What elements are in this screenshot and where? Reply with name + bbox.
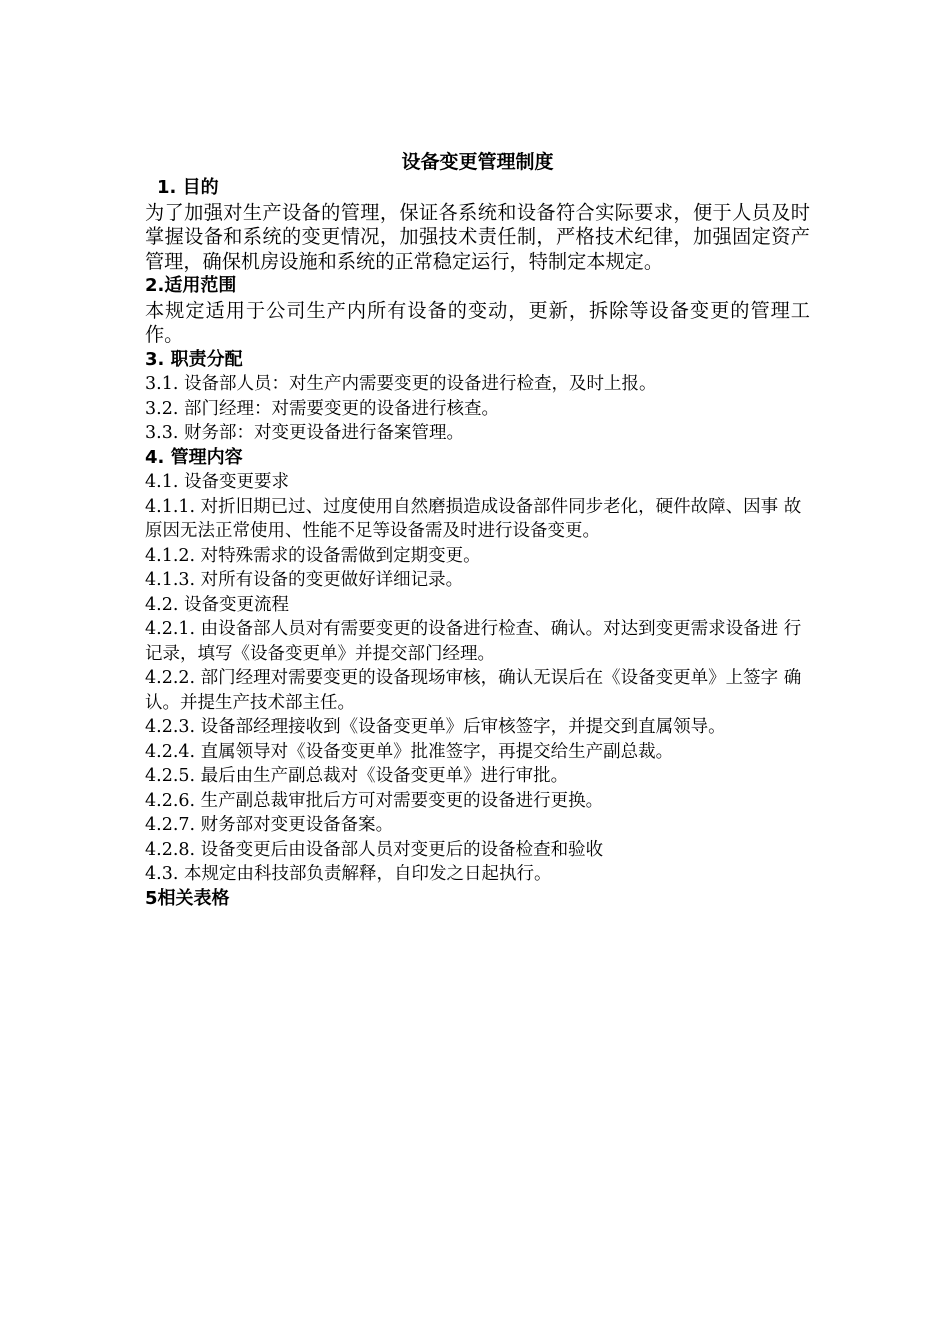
- list-item: 4.2.5. 最后由生产副总裁对《设备变更单》进行审批。: [145, 766, 569, 786]
- list-item: 4.2.8. 设备变更后由设备部人员对变更后的设备检查和验收: [145, 839, 604, 860]
- list-item: 4.2.4. 直属领导对《设备变更单》批准签字，再提交给生产副总裁。: [145, 741, 674, 762]
- list-item: 3.2. 部门经理：对需要变更的设备进行核查。: [145, 398, 499, 419]
- list-item: 4.1.3. 对所有设备的变更做好详细记录。: [145, 570, 464, 590]
- list-item: 4.2.3. 设备部经理接收到《设备变更单》后审核签字，并提交到直属领导。: [145, 717, 726, 737]
- list-item: 3.3. 财务部：对变更设备进行备案管理。: [145, 423, 464, 443]
- section-heading-scope: 2.适用范围: [145, 275, 237, 296]
- list-item: 3.1. 设备部人员：对生产内需要变更的设备进行检查，及时上报。: [145, 374, 657, 394]
- section-heading-purpose: 1. 目的: [157, 177, 219, 198]
- subsection-title: 4.2. 设备变更流程: [145, 594, 289, 615]
- list-item: 4.2.2. 部门经理对需要变更的设备现场审核，确认无误后在《设备变更单》上签字 确认。并提生产技术部主任。: [145, 668, 802, 713]
- section-heading-responsibilities: 3. 职责分配: [145, 348, 243, 370]
- document-page: [145, 148, 810, 911]
- subsection-title: 4.3. 本规定由科技部负责解释，自印发之日起执行。: [145, 864, 552, 884]
- list-item: 4.1.1. 对折旧期已过、过度使用自然磨损造成设备部件同步老化，硬件故障、因事 故原因无法正常使用、性能不足等设备需及时进行设备变更。: [145, 496, 802, 541]
- list-item: 4.2.6. 生产副总裁审批后方可对需要变更的设备进行更换。: [145, 790, 604, 811]
- document-title: 设备变更管理制度: [401, 151, 554, 173]
- section-text-scope: 本规定适用于公司生产内所有设备的变动，更新，拆除等设备变更的管理工作。: [145, 298, 810, 346]
- list-item: 4.2.7. 财务部对变更设备备案。: [145, 815, 394, 835]
- section-text-purpose: 为了加强对生产设备的管理，保证各系统和设备符合实际要求，便于人员及时掌握设备和系统的变更情况，加强技术责任制，严格技术纪律，加强固定资产管理，确保机房设施和系统的正常稳定运行，特制定本规定。: [145, 200, 810, 273]
- subsection-title: 4.1. 设备变更要求: [145, 472, 289, 492]
- section-heading-forms: 5相关表格: [145, 887, 230, 909]
- list-item: 4.2.1. 由设备部人员对有需要变更的设备进行检查、确认。对达到变更需求设备进 行记录，填写《设备变更单》并提交部门经理。: [145, 619, 802, 664]
- list-item: 4.1.2. 对特殊需求的设备需做到定期变更。: [145, 545, 481, 566]
- section-heading-management: 4. 管理内容: [145, 446, 243, 468]
